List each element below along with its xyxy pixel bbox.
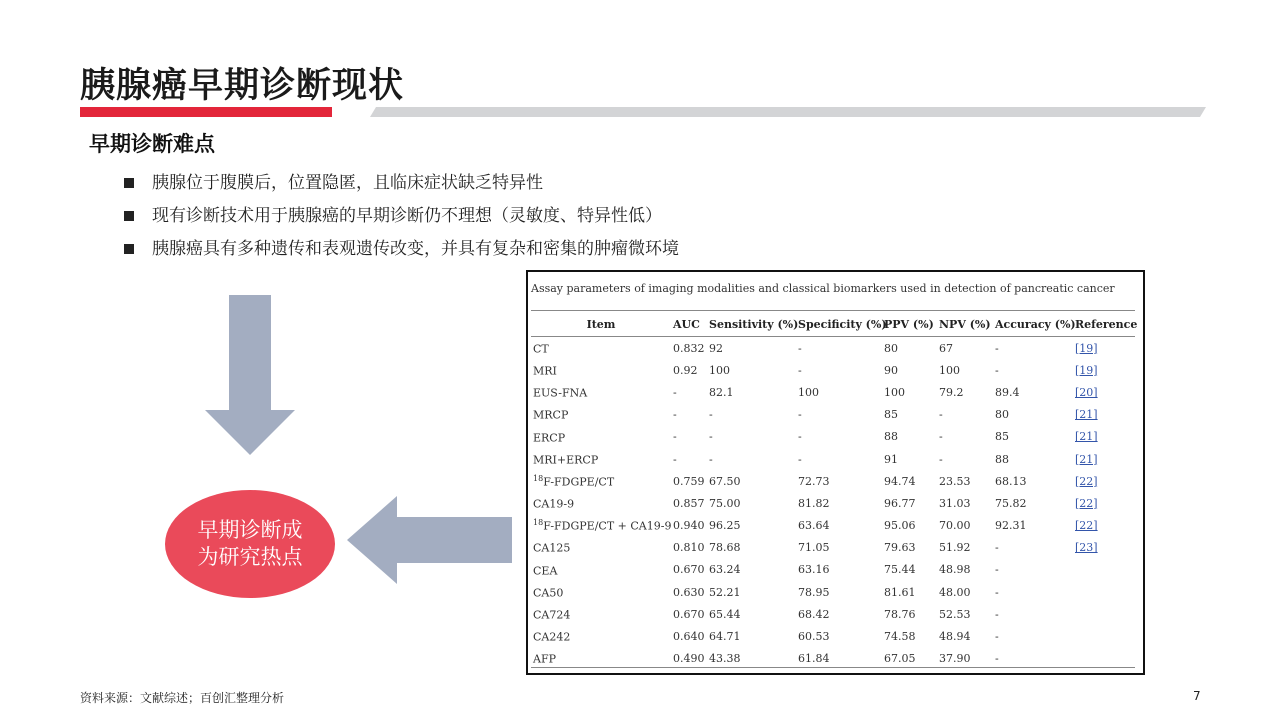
cell-spec: 60.53 bbox=[798, 630, 830, 644]
cell-sens: 64.71 bbox=[709, 630, 741, 644]
cell-spec: - bbox=[798, 408, 802, 422]
table-row bbox=[531, 337, 1135, 360]
cell-sens: 78.68 bbox=[709, 541, 741, 555]
cell-ppv: 94.74 bbox=[884, 474, 916, 488]
item-label: CA724 bbox=[533, 608, 571, 622]
cell-acc: 89.4 bbox=[995, 385, 1020, 399]
cell-sens: 63.24 bbox=[709, 563, 741, 577]
table-row bbox=[531, 381, 1135, 403]
cell-item bbox=[531, 603, 671, 625]
cell-item bbox=[531, 537, 671, 559]
cell-acc: - bbox=[995, 652, 999, 666]
cell-acc: 80 bbox=[995, 408, 1009, 422]
reference-link[interactable]: [21] bbox=[1075, 408, 1098, 422]
cell-npv: 79.2 bbox=[939, 385, 964, 399]
bullet-text: 胰腺癌具有多种遗传和表观遗传改变，并具有复杂和密集的肿瘤微环境 bbox=[152, 239, 679, 259]
item-label: AFP bbox=[533, 653, 556, 667]
cell-reference bbox=[1073, 625, 1135, 647]
item-label: CA19-9 bbox=[533, 497, 575, 511]
page-number: 7 bbox=[1193, 689, 1201, 703]
cell-npv: - bbox=[939, 452, 943, 466]
cell-auc: 0.630 bbox=[673, 585, 705, 599]
table-row bbox=[531, 404, 1135, 426]
cell-acc: - bbox=[995, 341, 999, 355]
bullet-text: 现有诊断技术用于胰腺癌的早期诊断仍不理想（灵敏度、特异性低） bbox=[152, 206, 662, 226]
item-label: CT bbox=[533, 342, 549, 356]
cell-reference bbox=[1073, 404, 1135, 426]
table-bottom-rule bbox=[531, 667, 1135, 668]
item-label: ERCP bbox=[533, 431, 566, 445]
cell-ppv: 75.44 bbox=[884, 563, 916, 577]
cell-auc: 0.810 bbox=[673, 541, 705, 555]
cell-spec: - bbox=[798, 430, 802, 444]
cell-auc: - bbox=[673, 408, 677, 422]
table-caption: Assay parameters of imaging modalities and classical biomarkers used in detection of pancreatic cancer bbox=[531, 282, 1115, 295]
bullet-item bbox=[122, 203, 679, 236]
table-row bbox=[531, 359, 1135, 381]
item-label: F-FDGPE/CT bbox=[543, 475, 615, 489]
cell-item bbox=[531, 381, 671, 403]
cell-npv: 70.00 bbox=[939, 519, 971, 533]
table-row bbox=[531, 559, 1135, 581]
bullet-list bbox=[122, 170, 679, 269]
cell-auc: 0.832 bbox=[673, 341, 705, 355]
cell-ppv: 88 bbox=[884, 430, 898, 444]
item-label: CA242 bbox=[533, 630, 571, 644]
cell-auc: 0.857 bbox=[673, 496, 705, 510]
table-row bbox=[531, 625, 1135, 647]
cell-sens: 100 bbox=[709, 363, 730, 377]
cell-acc: - bbox=[995, 541, 999, 555]
item-label: MRI bbox=[533, 364, 557, 378]
item-label: MRCP bbox=[533, 408, 569, 422]
cell-acc: 85 bbox=[995, 430, 1009, 444]
cell-item bbox=[531, 404, 671, 426]
cell-npv: - bbox=[939, 430, 943, 444]
cell-ppv: 95.06 bbox=[884, 519, 916, 533]
table-row bbox=[531, 581, 1135, 603]
cell-spec: 71.05 bbox=[798, 541, 830, 555]
cell-acc: 92.31 bbox=[995, 519, 1027, 533]
item-label: EUS-FNA bbox=[533, 386, 588, 400]
cell-sens: 75.00 bbox=[709, 496, 741, 510]
square-bullet-icon bbox=[124, 244, 134, 254]
cell-auc: 0.92 bbox=[673, 363, 698, 377]
item-label: CA125 bbox=[533, 542, 571, 556]
title-underline-red bbox=[80, 107, 380, 117]
cell-acc: - bbox=[995, 607, 999, 621]
item-label: F-FDGPE/CT + CA19-9 bbox=[543, 519, 672, 533]
cell-spec: - bbox=[798, 341, 802, 355]
cell-sens: 67.50 bbox=[709, 474, 741, 488]
bullet-item bbox=[122, 236, 679, 269]
assay-table-image bbox=[526, 270, 1145, 675]
cell-auc: - bbox=[673, 385, 677, 399]
cell-spec: 72.73 bbox=[798, 474, 830, 488]
reference-link[interactable]: [19] bbox=[1075, 363, 1098, 377]
cell-auc: 0.670 bbox=[673, 607, 705, 621]
cell-npv: 51.92 bbox=[939, 541, 971, 555]
cell-npv: 52.53 bbox=[939, 607, 971, 621]
reference-link[interactable]: [21] bbox=[1075, 430, 1098, 444]
cell-spec: 100 bbox=[798, 385, 819, 399]
cell-ppv: 96.77 bbox=[884, 496, 916, 510]
cell-ppv: 91 bbox=[884, 452, 898, 466]
square-bullet-icon bbox=[124, 211, 134, 221]
source-note: 资料来源：文献综述；百创汇整理分析 bbox=[80, 691, 285, 705]
reference-link[interactable]: [19] bbox=[1075, 341, 1098, 355]
cell-reference bbox=[1073, 515, 1135, 537]
cell-reference bbox=[1073, 426, 1135, 448]
cell-ppv: 80 bbox=[884, 341, 898, 355]
column-header: Item bbox=[586, 317, 616, 331]
cell-reference bbox=[1073, 470, 1135, 492]
cell-reference bbox=[1073, 381, 1135, 403]
callout-ellipse bbox=[165, 490, 335, 598]
section-subtitle: 早期诊断难点 bbox=[89, 132, 215, 156]
cell-spec: 63.64 bbox=[798, 519, 830, 533]
cell-ppv: 85 bbox=[884, 408, 898, 422]
cell-sens: 65.44 bbox=[709, 607, 741, 621]
column-header: Accuracy (%) bbox=[995, 317, 1076, 331]
cell-sens: - bbox=[709, 430, 713, 444]
cell-item bbox=[531, 625, 671, 647]
cell-acc: 88 bbox=[995, 452, 1009, 466]
cell-ppv: 79.63 bbox=[884, 541, 916, 555]
cell-npv: 48.94 bbox=[939, 630, 971, 644]
table-row bbox=[531, 470, 1135, 492]
cell-npv: 48.98 bbox=[939, 563, 971, 577]
assay-table bbox=[531, 312, 1138, 670]
cell-sens: - bbox=[709, 452, 713, 466]
cell-spec: 63.16 bbox=[798, 563, 830, 577]
cell-acc: 68.13 bbox=[995, 474, 1027, 488]
cell-acc: - bbox=[995, 585, 999, 599]
cell-acc: - bbox=[995, 563, 999, 577]
cell-reference bbox=[1073, 337, 1135, 360]
item-label: CA50 bbox=[533, 586, 564, 600]
title-underline-gray bbox=[370, 107, 1206, 117]
cell-spec: 68.42 bbox=[798, 607, 830, 621]
cell-reference bbox=[1073, 359, 1135, 381]
callout-text: 早期诊断成为研究热点 bbox=[197, 518, 303, 569]
reference-link[interactable]: [23] bbox=[1075, 541, 1098, 555]
cell-auc: 0.940 bbox=[673, 519, 705, 533]
cell-sens: 52.21 bbox=[709, 585, 741, 599]
page-title: 胰腺癌早期诊断现状 bbox=[80, 66, 405, 106]
cell-ppv: 78.76 bbox=[884, 607, 916, 621]
arrow-left-icon bbox=[347, 496, 512, 584]
reference-link[interactable]: [22] bbox=[1075, 474, 1098, 488]
column-header: NPV (%) bbox=[939, 317, 991, 331]
cell-npv: 23.53 bbox=[939, 474, 971, 488]
cell-reference bbox=[1073, 537, 1135, 559]
cell-item bbox=[531, 581, 671, 603]
table-header-row bbox=[531, 312, 1135, 337]
table-row bbox=[531, 603, 1135, 625]
cell-ppv: 90 bbox=[884, 363, 898, 377]
item-label: CEA bbox=[533, 564, 558, 578]
cell-reference bbox=[1073, 603, 1135, 625]
reference-link[interactable]: [22] bbox=[1075, 496, 1098, 510]
isotope-superscript: 18 bbox=[533, 518, 544, 528]
cell-sens: 43.38 bbox=[709, 652, 741, 666]
cell-spec: - bbox=[798, 363, 802, 377]
cell-npv: 37.90 bbox=[939, 652, 971, 666]
cell-npv: 48.00 bbox=[939, 585, 971, 599]
cell-reference bbox=[1073, 559, 1135, 581]
cell-item bbox=[531, 559, 671, 581]
isotope-superscript: 18 bbox=[533, 473, 544, 483]
cell-npv: - bbox=[939, 408, 943, 422]
cell-ppv: 67.05 bbox=[884, 652, 916, 666]
cell-acc: - bbox=[995, 630, 999, 644]
reference-link[interactable]: [20] bbox=[1075, 385, 1098, 399]
cell-spec: 81.82 bbox=[798, 496, 830, 510]
cell-acc: - bbox=[995, 363, 999, 377]
cell-reference bbox=[1073, 448, 1135, 470]
column-header: Reference bbox=[1075, 317, 1138, 331]
column-header: Specificity (%) bbox=[798, 317, 887, 331]
cell-sens: 82.1 bbox=[709, 385, 734, 399]
cell-reference bbox=[1073, 581, 1135, 603]
cell-acc: 75.82 bbox=[995, 496, 1027, 510]
cell-auc: 0.490 bbox=[673, 652, 705, 666]
cell-auc: 0.670 bbox=[673, 563, 705, 577]
table-row bbox=[531, 515, 1135, 537]
cell-item bbox=[531, 448, 671, 470]
cell-sens: - bbox=[709, 408, 713, 422]
cell-npv: 67 bbox=[939, 341, 953, 355]
cell-auc: - bbox=[673, 452, 677, 466]
reference-link[interactable]: [21] bbox=[1075, 452, 1098, 466]
cell-spec: 61.84 bbox=[798, 652, 830, 666]
table-body bbox=[531, 337, 1135, 670]
table-row bbox=[531, 537, 1135, 559]
cell-sens: 96.25 bbox=[709, 519, 741, 533]
column-header: PPV (%) bbox=[884, 317, 934, 331]
cell-ppv: 74.58 bbox=[884, 630, 916, 644]
table-row bbox=[531, 426, 1135, 448]
column-header: AUC bbox=[673, 317, 700, 331]
cell-ppv: 81.61 bbox=[884, 585, 916, 599]
cell-npv: 31.03 bbox=[939, 496, 971, 510]
table-row bbox=[531, 492, 1135, 514]
arrow-down-icon bbox=[205, 295, 295, 455]
cell-auc: - bbox=[673, 430, 677, 444]
cell-spec: - bbox=[798, 452, 802, 466]
cell-item bbox=[531, 470, 671, 492]
cell-reference bbox=[1073, 492, 1135, 514]
cell-item bbox=[531, 426, 671, 448]
bullet-item bbox=[122, 170, 679, 203]
cell-npv: 100 bbox=[939, 363, 960, 377]
cell-spec: 78.95 bbox=[798, 585, 830, 599]
cell-item bbox=[531, 337, 671, 360]
cell-sens: 92 bbox=[709, 341, 723, 355]
table-row bbox=[531, 448, 1135, 470]
cell-item bbox=[531, 492, 671, 514]
reference-link[interactable]: [22] bbox=[1075, 519, 1098, 533]
column-header: Sensitivity (%) bbox=[709, 317, 799, 331]
bullet-text: 胰腺位于腹膜后，位置隐匿，且临床症状缺乏特异性 bbox=[152, 173, 543, 193]
cell-item bbox=[531, 359, 671, 381]
table-top-rule bbox=[531, 310, 1135, 311]
cell-auc: 0.640 bbox=[673, 630, 705, 644]
cell-ppv: 100 bbox=[884, 385, 905, 399]
title-underline-bar bbox=[80, 107, 1206, 117]
item-label: MRI+ERCP bbox=[533, 453, 599, 467]
cell-item bbox=[531, 515, 671, 537]
cell-auc: 0.759 bbox=[673, 474, 705, 488]
square-bullet-icon bbox=[124, 178, 134, 188]
